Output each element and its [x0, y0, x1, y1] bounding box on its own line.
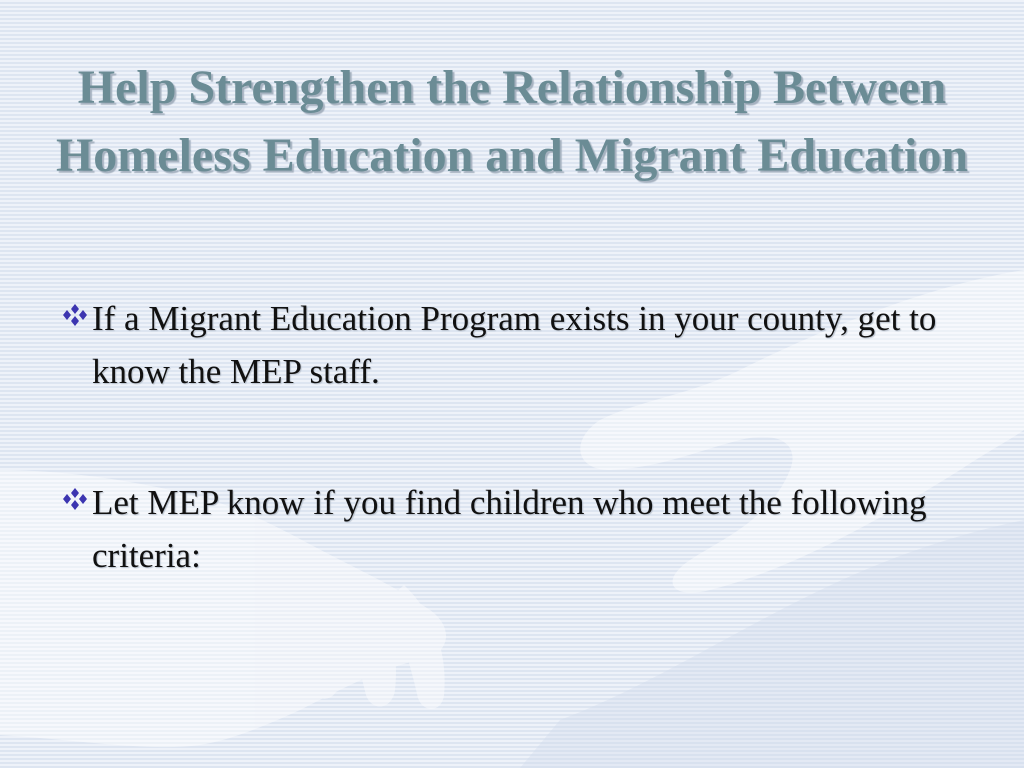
diamond-cluster-bullet-icon	[60, 304, 90, 326]
bullet-item	[60, 476, 940, 582]
bullet-text: If a Migrant Education Program exists in your county, get to know the MEP staff.	[92, 299, 937, 391]
diamond-cluster-bullet-icon	[60, 488, 90, 510]
slide-title: Help Strengthen the Relationship Between Homeless Education and Migrant Education	[55, 61, 969, 182]
bullet-item	[60, 292, 940, 398]
bullet-list	[60, 292, 940, 582]
bullet-text: Let MEP know if you find children who meet the following criteria:	[92, 483, 927, 575]
